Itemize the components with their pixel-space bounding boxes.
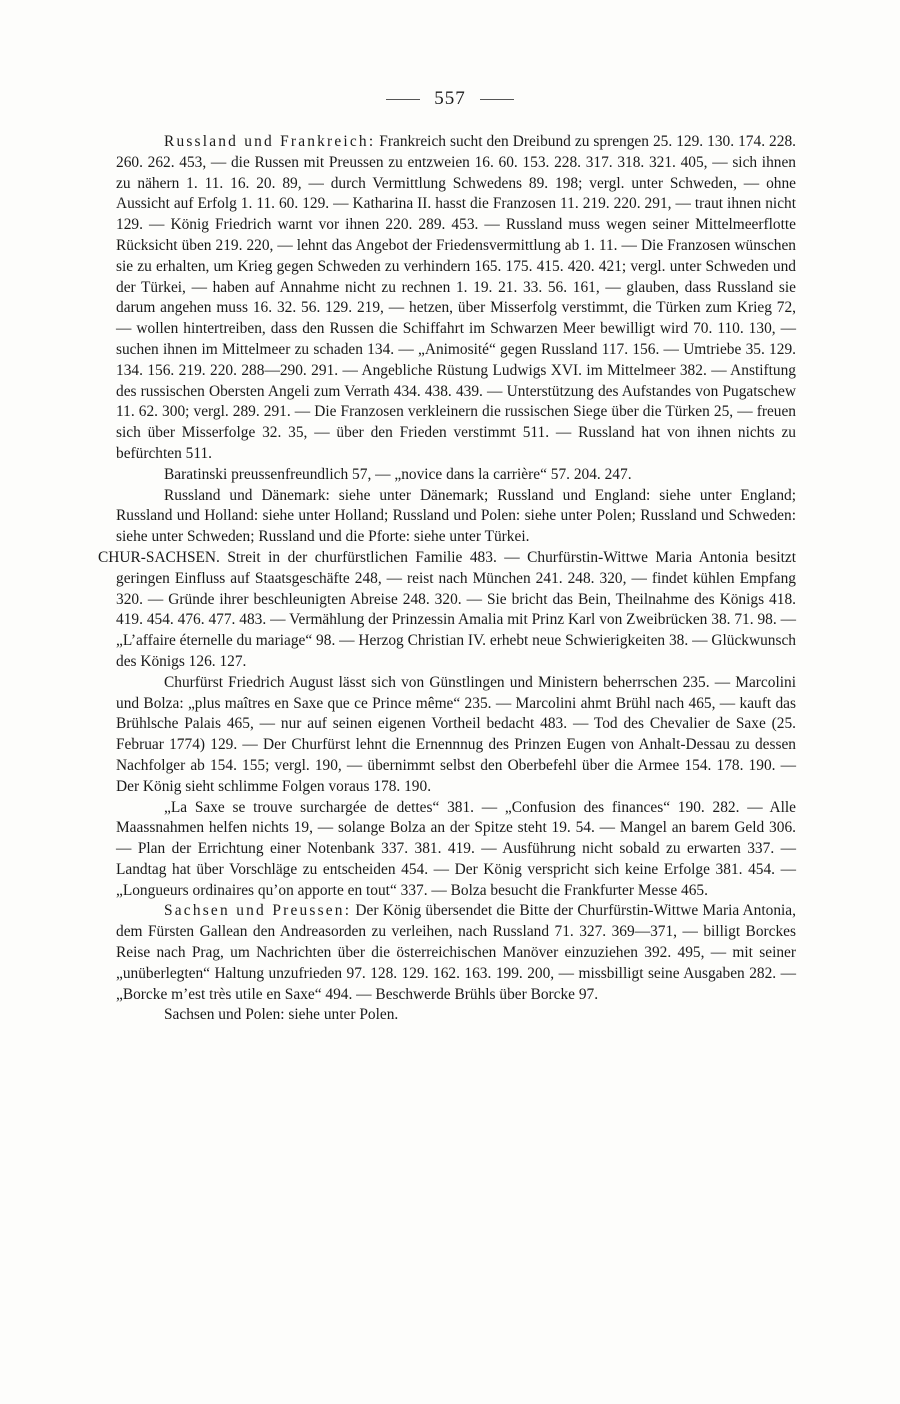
paragraph-text: Russland und Dänemark: siehe unter Dänemark; Russland und England: siehe unter England; Russland und Holland: siehe unter Holland; Russland und Polen: siehe unter Polen; Russland und Schweden: siehe unter Schweden; Russland und die Pforte: siehe unter Türkei. [116,486,796,546]
page-header [0,88,900,110]
paragraph-text: „La Saxe se trouve surchargée de dettes“ 381. — „Confusion des finances“ 190. 282. — Alle Maassnahmen helfen nichts 19, — solange Bolza an der Spitze steht 19. 54. — Mangel an barem Geld 306. — Plan der Errichtung einer Notenbank 337. 381. 419. — Ausführung nicht sobald zu erwarten 337. — Landtag hat über Vorschläge zu entscheiden 454. — Der König verspricht sich keine Erfolge 381. 454. — „Longueurs ordinaires qu’on apporte en tout“ 337. — Bolza besucht die Frankfurter Messe 465. [116,798,796,899]
index-paragraph [116,901,796,1005]
index-paragraph [116,1005,796,1026]
paragraph-lead: Sachsen und Preussen: [164,902,352,920]
paragraph-text: CHUR-SACHSEN. Streit in der churfürstlichen Familie 483. — Churfürstin-Wittwe Maria Antonia besitzt geringen Einfluss auf Staatsgeschäfte 248, — reist nach München 241. 248. 320, — findet kühlen Empfang 320. — Gründe ihrer beschleunigten Abreise 248. 320. — Sie bricht das Bein, Theilnahme des Königs 418. 419. 454. 476. 477. 483. — Vermählung der Prinzessin Amalia mit Prinz Karl von Zweibrücken 38. 71. 98. — „L’affaire éternelle du mariage“ 98. — Herzog Christian IV. erhebt neue Schwierigkeiten 38. — Glückwunsch des Königs 126. 127. [98,548,796,670]
index-paragraph [116,798,796,902]
page-number: 557 [434,88,466,109]
paragraph-text: Sachsen und Polen: siehe unter Polen. [164,1006,399,1024]
paragraph-text: Baratinski preussenfreundlich 57, — „novice dans la carrière“ 57. 204. 247. [164,465,632,483]
header-rule-right [480,99,514,100]
index-text [98,132,796,1026]
index-paragraph [116,673,796,798]
index-heading-entry [98,548,796,673]
paragraph-text: Churfürst Friedrich August lässt sich von Günstlingen und Ministern beherrschen 235. — Marcolini und Bolza: „plus maîtres en Saxe que ce Prince même“ 235. — Marcolini ahmt Brühl nach 465, — kauft das Brühlsche Palais 465, — nur auf seinen eigenen Vortheil bedacht 483. — Tod des Chevalier de Saxe (25. Februar 1774) 129. — Der Churfürst lehnt die Ernennnug des Prinzen Eugen von Anhalt-Dessau zu dessen Nachfolger ab 154. 155; vergl. 190, — übernimmt selbst den Oberbefehl über die Armee 154. 178. 190. — Der König sieht schlimme Folgen voraus 178. 190. [116,673,796,795]
paragraph-text: Frankreich sucht den Dreibund zu sprengen 25. 129. 130. 174. 228. 260. 262. 453, — die Russen mit Preussen zu entzweien 16. 60. 153. 228. 317. 318. 321. 405, — sich ihnen zu nähern 1. 11. 16. 20. 89, — durch Vermittlung Schwedens 89. 198; vergl. unter Schweden, — ohne Aussicht auf Erfolg 1. 11. 60. 129. — Katharina II. hasst die Franzosen 11. 219. 220. 291, — traut ihnen nicht 129. — König Friedrich warnt vor ihnen 220. 289. 453. — Russland muss wegen seiner Mittelmeerflotte Rücksicht üben 219. 220, — lehnt das Angebot der Friedensvermittlung ab 1. 11. — Die Franzosen wünschen sie zu erhalten, um Krieg gegen Schweden zu verhindern 165. 175. 415. 420. 421; vergl. unter Schweden und der Türkei, — haben auf Annahme nicht zu rechnen 1. 19. 21. 33. 56. 161, — glauben, dass Russland sie darum angehen muss 16. 32. 56. 129. 219, — hetzen, über Misserfolg verstimmt, die Türken zum Krieg 72, — wollen hintertreiben, dass den Russen die Schiffahrt im Schwarzen Meer bewilligt wird 70. 110. 130, — suchen ihnen im Mittelmeer zu schaden 134. — „Animosité“ gegen Russland 117. 156. — Umtriebe 35. 129. 134. 156. 219. 220. 288—290. 291. — Angebliche Rüstung Ludwigs XVI. im Mittelmeer 382. — Anstiftung des russischen Obersten Angeli zum Verrath 434. 438. 439. — Unterstützung des Aufstandes von Pugatschew 11. 62. 300; vergl. 289. 291. — Die Franzosen verkleinern die russischen Siege über die Türken 25, — freuen sich über Misserfolge 32. 35, — über den Frieden verstimmt 511. — Russland hat von ihnen nichts zu befürchten 511. [116,133,796,462]
index-paragraph [116,465,796,486]
index-paragraph [116,132,796,465]
index-paragraph [116,486,796,548]
paragraph-text: Der König übersendet die Bitte der Churfürstin-Wittwe Maria Antonia, dem Fürsten Gallean den Andreasorden zu verleihen, nach Russland 71. 327. 369—371, — billigt Borckes Reise nach Prag, um Nachrichten über die österreichischen Manöver einzuziehen 392. 495, — mit seiner „unüberlegten“ Haltung unzufrieden 97. 128. 129. 162. 163. 199. 200, — missbilligt seine Ausgaben 282. — „Borcke m’est très utile en Saxe“ 494. — Beschwerde Brühls über Borcke 97. [116,902,796,1003]
header-rule-left [386,99,420,100]
paragraph-lead: Russland und Frankreich: [164,133,376,150]
